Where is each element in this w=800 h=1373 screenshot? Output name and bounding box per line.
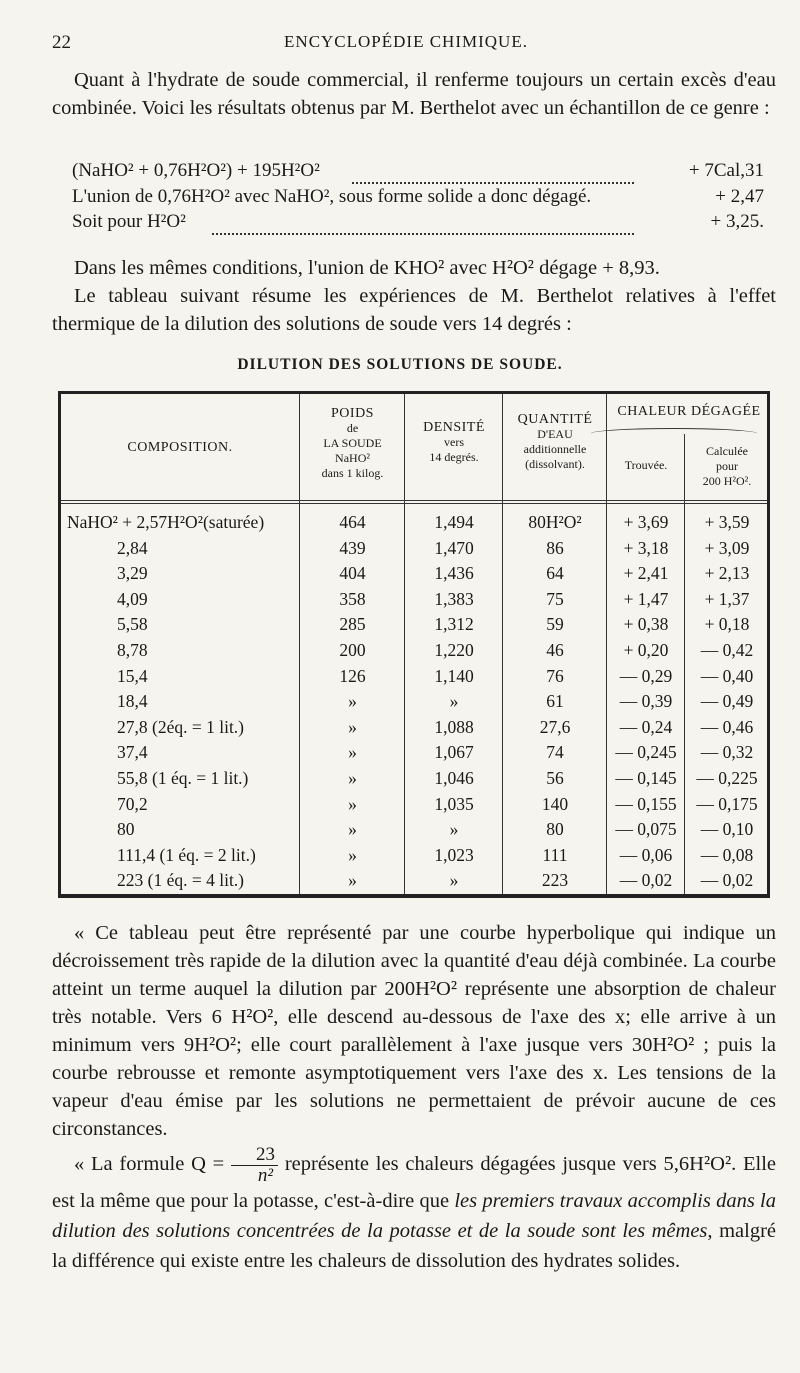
calculee-cell: — 0,10 [700, 819, 754, 840]
densite-cell: 1,088 [434, 716, 474, 737]
table-row [61, 614, 767, 637]
poids-cell: » [348, 768, 357, 788]
calculee-cell: + 3,59 [704, 512, 750, 532]
trouvee-cell: + 3,18 [623, 537, 669, 558]
eq3-value: + 3,25. [710, 211, 764, 232]
quantite-cell: 56 [546, 768, 564, 788]
calculee-cell: — 0,175 [696, 793, 758, 814]
quantite-cell: 86 [546, 537, 564, 558]
table-row [61, 589, 767, 612]
composition-cell: 8,78 [117, 640, 148, 660]
densite-cell: 1,494 [434, 512, 474, 532]
page-header [52, 32, 760, 58]
calculee-cell: + 3,09 [704, 537, 750, 558]
quantite-cell: 223 [541, 870, 569, 891]
eq3-formula: Soit pour H²O² [72, 211, 186, 232]
poids-cell: » [348, 691, 357, 712]
calculee-cell: — 0,46 [700, 716, 754, 737]
table-row [61, 512, 767, 535]
poids-cell: » [348, 742, 357, 763]
poids-cell: » [348, 844, 357, 865]
header-chaleur: CHALEUR DÉGAGÉE [617, 404, 761, 419]
table-row [61, 538, 767, 561]
header-densite: DENSITÉ vers 14 degrés. [423, 420, 485, 464]
table-row [61, 819, 767, 842]
running-title: ENCYCLOPÉDIE CHIMIQUE. [284, 32, 528, 51]
eq2-value: + 2,47 [715, 186, 764, 207]
equation-line-3 [72, 211, 764, 235]
fraction-numerator: 23 [231, 1145, 278, 1166]
table-row [61, 794, 767, 817]
dot-leader [212, 211, 634, 235]
densite-cell: 1,470 [434, 537, 474, 558]
intro-paragraph: Quant à l'hydrate de soude commercial, il renferme toujours un certain excès d'eau combinée. Voici les résultats obtenus par M. Berthelot avec un échantillon de ce genre : [52, 69, 776, 119]
densite-cell: » [449, 819, 459, 840]
page-number: 22 [52, 32, 71, 53]
trouvee-cell: + 3,69 [623, 512, 669, 532]
quantite-cell: 80H²O² [528, 512, 582, 532]
trouvee-cell: + 0,20 [623, 640, 669, 660]
commentary-paragraph: « Ce tableau peut être représenté par une courbe hyperbolique qui indique un décroissement très rapide de la dilution avec la quantité d'eau déjà combinée. La courbe atteint un terme auquel la dilution par 200H²O² représente une absorption de chaleur très notable. Vers 6 H²O², elle descend au-dessous de l'axe des x; elle arrive à un minimum vers 9H²O²; elle court parallèlement à l'axe jusque vers 30H²O² ; puis la courbe rebrousse et remonte asymptotiquement vers l'axe des x. Les tensions de la vapeur d'eau émise par les solutions ne permettaient de prévoir aucune de ces circonstances. [52, 922, 776, 1140]
table-row [61, 666, 767, 689]
densite-cell: 1,035 [434, 793, 474, 814]
densite-cell: 1,312 [434, 614, 474, 635]
table-row [61, 691, 767, 714]
table-row [61, 768, 767, 791]
table-row [61, 717, 767, 740]
header-calculee: Calculée pour 200 H²O². [702, 444, 752, 488]
quantite-cell: 61 [546, 691, 564, 712]
composition-cell: 5,58 [117, 614, 148, 635]
composition-cell: 4,09 [117, 588, 148, 609]
densite-cell: » [449, 870, 459, 891]
trouvee-cell: + 1,47 [623, 588, 669, 609]
trouvee-cell: — 0,39 [619, 691, 673, 712]
poids-cell: 464 [339, 512, 366, 532]
poids-cell: 358 [339, 588, 366, 609]
composition-cell: NaHO² + 2,57H²O²(saturée) [67, 512, 265, 532]
densite-cell: 1,140 [434, 665, 474, 686]
table-row [61, 563, 767, 586]
poids-cell: 439 [339, 537, 366, 558]
trouvee-cell: — 0,245 [615, 742, 677, 763]
trouvee-cell: — 0,155 [615, 793, 677, 814]
eq1-formula: (NaHO² + 0,76H²O²) + 195H²O² [72, 160, 320, 181]
composition-cell: 15,4 [117, 665, 148, 686]
formula-trail: représente les chaleurs dégagées jusque vers 5,6H²O². [284, 1153, 737, 1176]
table-caption: DILUTION DES SOLUTIONS DE SOUDE. [237, 356, 563, 373]
trouvee-cell: + 2,41 [623, 563, 669, 584]
composition-cell: 111,4 (1 éq. = 2 lit.) [117, 844, 256, 865]
composition-cell: 55,8 (1 éq. = 1 lit.) [117, 768, 249, 788]
formula-lead: « La formule Q = [74, 1153, 225, 1176]
quantite-cell: 140 [541, 793, 569, 814]
composition-cell: 223 (1 éq. = 4 lit.) [117, 870, 245, 891]
composition-cell: 3,29 [117, 563, 148, 584]
quantite-cell: 27,6 [539, 716, 571, 737]
formula-conclusion-start: Elle est la même que pour la potasse, c'est-à-dire que [52, 1153, 777, 1212]
composition-cell: 2,84 [117, 537, 148, 558]
densite-cell: 1,436 [434, 563, 474, 584]
densite-cell: 1,046 [434, 768, 474, 788]
fraction-denominator: n² [257, 1165, 274, 1186]
formula-conclusion-italic: les premiers travaux accomplis dans la dilution des solutions concentrées de la potasse et de la soude sont les mêmes [52, 1190, 777, 1242]
poids-cell: » [348, 819, 357, 840]
header-rule [61, 503, 767, 504]
trouvee-cell: — 0,075 [615, 819, 677, 840]
composition-cell: 37,4 [117, 742, 148, 763]
header-brace [591, 428, 757, 439]
quantite-cell: 80 [546, 819, 564, 840]
calculee-cell: — 0,02 [700, 870, 754, 891]
poids-cell: 200 [339, 640, 366, 660]
header-composition: COMPOSITION. [127, 440, 233, 455]
poids-cell: » [348, 870, 357, 891]
trouvee-cell: + 0,38 [623, 614, 669, 635]
calculee-cell: — 0,42 [700, 640, 754, 660]
trouvee-cell: — 0,145 [615, 768, 677, 788]
quantite-cell: 74 [546, 742, 564, 763]
dot-leader [352, 160, 634, 184]
header-poids: POIDS de LA SOUDE NaHO² dans 1 kilog. [321, 406, 384, 480]
calculee-cell: — 0,49 [700, 691, 754, 712]
trouvee-cell: — 0,29 [619, 665, 673, 686]
calculee-cell: — 0,08 [700, 844, 754, 865]
poids-cell: » [348, 716, 357, 737]
equation-line-2 [72, 186, 764, 210]
calculee-cell: — 0,40 [700, 665, 754, 686]
calculee-cell: + 0,18 [704, 614, 750, 635]
densite-cell: 1,383 [434, 588, 474, 609]
trouvee-cell: — 0,06 [619, 844, 673, 865]
trouvee-cell: — 0,02 [619, 870, 673, 891]
densite-cell: 1,023 [434, 844, 474, 865]
quantite-cell: 64 [546, 563, 564, 584]
comparison-paragraph: Dans les mêmes conditions, l'union de KHO² avec H²O² dégage + 8,93. [74, 257, 660, 279]
poids-cell: » [348, 793, 357, 814]
densite-cell: » [449, 691, 459, 712]
composition-cell: 70,2 [117, 793, 148, 814]
quantite-cell: 76 [546, 665, 564, 686]
formula-conclusion-end: , malgré la différence qui existe entre les chaleurs de dissolution des hydrates solides. [52, 1220, 776, 1272]
eq1-value: + 7Cal,31 [688, 160, 764, 181]
composition-cell: 18,4 [117, 691, 148, 712]
densite-cell: 1,067 [434, 742, 474, 763]
table-intro-paragraph: Le tableau suivant résume les expériences de M. Berthelot relatives à l'effet thermique de la dilution des solutions de soude vers 14 degrés : [52, 285, 776, 335]
header-trouvee: Trouvée. [624, 458, 668, 472]
calculee-cell: — 0,225 [696, 768, 758, 788]
poids-cell: 126 [339, 665, 366, 686]
table-row [61, 742, 767, 765]
trouvee-cell: — 0,24 [619, 716, 673, 737]
formula-fraction [231, 1145, 278, 1186]
header-quantite: QUANTITÉ D'EAU additionnelle (dissolvant). [517, 412, 593, 471]
table-row [61, 870, 767, 893]
quantite-cell: 59 [546, 614, 564, 635]
densite-cell: 1,220 [434, 640, 474, 660]
dilution-table [58, 391, 770, 898]
quantite-cell: 75 [546, 588, 564, 609]
composition-cell: 80 [117, 819, 135, 840]
table-row [61, 845, 767, 868]
poids-cell: 404 [339, 563, 366, 584]
poids-cell: 285 [339, 614, 366, 635]
equation-line-1 [72, 160, 764, 184]
quantite-cell: 111 [542, 844, 568, 865]
composition-cell: 27,8 (2éq. = 1 lit.) [117, 716, 245, 737]
calculee-cell: — 0,32 [700, 742, 754, 763]
header-rule [61, 500, 767, 501]
calculee-cell: + 2,13 [704, 563, 750, 584]
eq2-formula: L'union de 0,76H²O² avec NaHO², sous forme solide a donc dégagé. [72, 186, 592, 207]
quantite-cell: 46 [546, 640, 564, 660]
calculee-cell: + 1,37 [704, 588, 750, 609]
formula-paragraph [52, 1145, 776, 1276]
table-row [61, 640, 767, 663]
